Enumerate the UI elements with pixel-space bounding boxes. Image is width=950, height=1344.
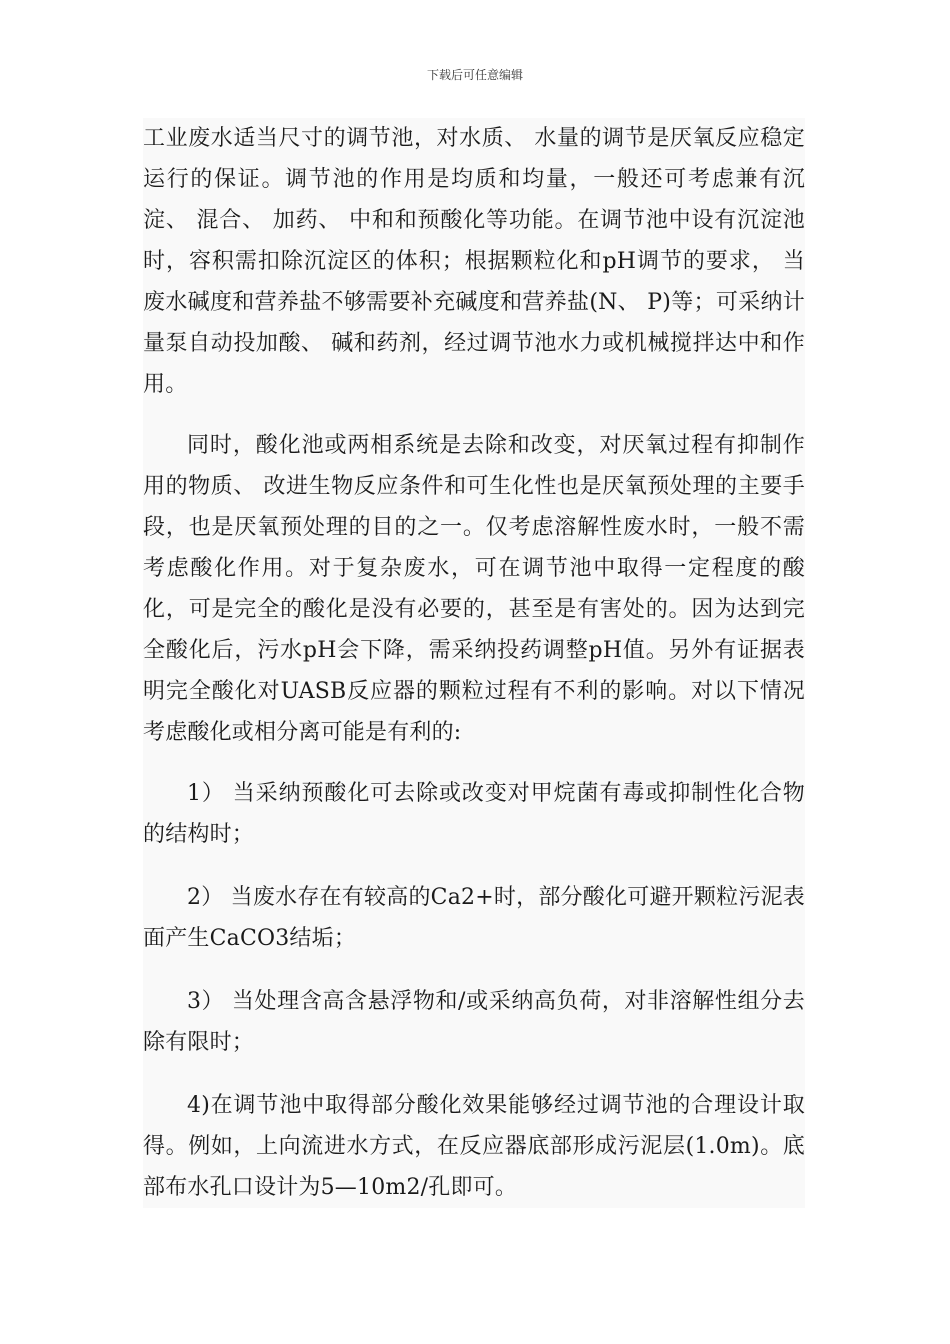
paragraph-acidification: 同时，酸化池或两相系统是去除和改变，对厌氧过程有抑制作用的物质、 改进生物反应条件和可生化性也是厌氧预处理的主要手段，也是厌氧预处理的目的之一。仅考虑溶解性废水时，一般不需考虑酸化作用。对于复杂废水，可在调节池中取得一定程度的酸化，可是完全的酸化是没有必要的，甚至是有害处的。因为达到完全酸化后，污水pH会下降，需采纳投药调整pH值。另外有证据表明完全酸化对UASB反应器的颗粒过程有不利的影响。对以下情况考虑酸化或相分离可能是有利的: [143, 433, 805, 745]
paragraph-gap [143, 405, 805, 425]
list-item-4: 4)在调节池中取得部分酸化效果能够经过调节池的合理设计取得。例如，上向流进水方式，在反应器底部形成污泥层(1.0m)。底部布水孔口设计为5—10m2/孔即可。 [143, 1093, 805, 1200]
paragraph-gap [143, 855, 805, 877]
paragraph-equalization-tank: 工业废水适当尺寸的调节池，对水质、 水量的调节是厌氧反应稳定运行的保证。调节池的作用是均质和均量，一般还可考虑兼有沉淀、 混合、 加药、 中和和预酸化等功能。在调节池中设有沉淀池时，容积需扣除沉淀区的体积；根据颗粒化和pH调节的要求， 当废水碱度和营养盐不够需要补充碱度和营养盐(N、 P)等；可采纳计量泵自动投加酸、 碱和药剂，经过调节池水力或机械搅拌达中和作用。 [143, 126, 805, 397]
paragraph-gap [143, 1063, 805, 1085]
paragraph-gap [143, 959, 805, 981]
list-item-1: 1） 当采纳预酸化可去除或改变对甲烷菌有毒或抑制性化合物的结构时； [143, 781, 805, 847]
list-item-2: 2） 当废水存在有较高的Ca2+时，部分酸化可避开颗粒污泥表面产生CaCO3结垢； [143, 885, 805, 951]
document-body [143, 118, 805, 1208]
list-item-3: 3） 当处理含高含悬浮物和/或采纳高负荷，对非溶解性组分去除有限时； [143, 989, 805, 1055]
page-header: 下载后可任意编辑 [426, 68, 523, 82]
paragraph-gap [143, 753, 805, 773]
